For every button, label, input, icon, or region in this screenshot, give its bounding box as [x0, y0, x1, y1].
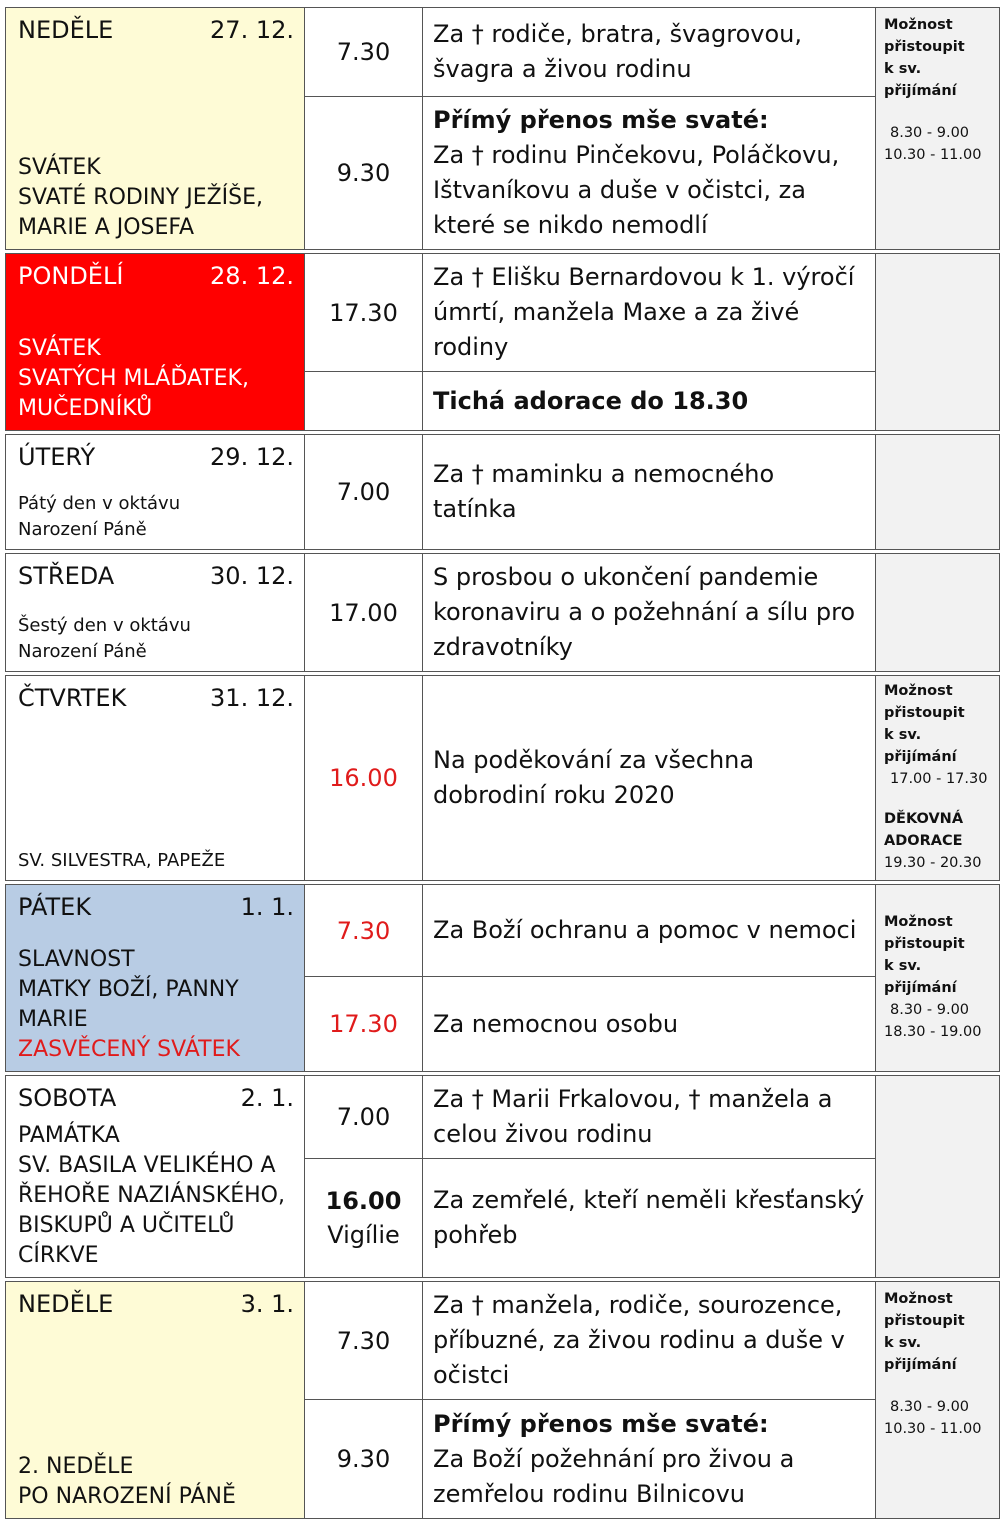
day-name: ÚTERÝ: [18, 443, 96, 471]
day-name: PÁTEK: [18, 893, 92, 921]
mass-intention: Tichá adorace do 18.30: [423, 372, 876, 431]
day-date: 3. 1.: [240, 1290, 294, 1318]
communion-note: Možnost přistoupit k sv. přijímání 17.00 - 17.30 DĚKOVNÁ ADORACE 19.30 - 20.30: [876, 676, 1000, 881]
mass-time: 7.30: [305, 1282, 423, 1400]
mass-time: 9.30: [305, 1400, 423, 1519]
table-row: [6, 254, 1000, 372]
day-cell: [6, 254, 305, 431]
day-date: 27. 12.: [210, 16, 294, 44]
mass-time: 7.30: [305, 8, 423, 97]
mass-time: 16.00 Vigílie: [305, 1159, 423, 1278]
feast-name: SVÁTEK SVATÝCH MLÁĎATEK, MUČEDNÍKŮ: [18, 336, 249, 421]
mass-time: 17.00: [305, 554, 423, 672]
day-name: NEDĚLE: [18, 1290, 114, 1318]
mass-intention: Na poděkování za všechna dobrodiní roku 2020: [423, 676, 876, 881]
mass-time: 7.00: [305, 435, 423, 550]
mass-intention: Za zemřelé, kteří neměli křesťanský pohřeb: [423, 1159, 876, 1278]
day-name: PONDĚLÍ: [18, 262, 124, 290]
day-name: NEDĚLE: [18, 16, 114, 44]
day-date: 29. 12.: [210, 443, 294, 471]
mass-time: 17.30: [305, 977, 423, 1072]
mass-intention: Za nemocnou osobu: [423, 977, 876, 1072]
mass-intention: Za Boží ochranu a pomoc v nemoci: [423, 885, 876, 977]
day-date: 1. 1.: [240, 893, 294, 921]
feast-name: Pátý den v oktávu Narození Páně: [18, 493, 181, 540]
mass-intention: Za † maminku a nemocného tatínka: [423, 435, 876, 550]
communion-note: Možnost přistoupit k sv. přijímání 8.30 - 9.00 10.30 - 11.00: [876, 8, 1000, 250]
mass-intention: Za † Elišku Bernardovou k 1. výročí úmrtí, manžela Maxe a za živé rodiny: [423, 254, 876, 372]
feast-name: Šestý den v oktávu Narození Páně: [18, 615, 191, 662]
communion-note: [876, 435, 1000, 550]
mass-intention: Za † Marii Frkalovou, † manžela a celou živou rodinu: [423, 1076, 876, 1159]
communion-note: [876, 254, 1000, 431]
table-row: [6, 8, 1000, 97]
feast-name: PAMÁTKA SV. BASILA VELIKÉHO A ŘEHOŘE NAZIÁNSKÉHO, BISKUPŮ A UČITELŮ CÍRKVE: [18, 1123, 285, 1268]
communion-note: [876, 1076, 1000, 1278]
day-date: 30. 12.: [210, 562, 294, 590]
day-date: 31. 12.: [210, 684, 294, 712]
mass-schedule-table: [5, 7, 1000, 1519]
table-row: [6, 1076, 1000, 1159]
mass-time: 17.30: [305, 254, 423, 372]
day-name: SOBOTA: [18, 1084, 117, 1112]
day-cell: [6, 1282, 305, 1519]
mass-intention: Za † rodiče, bratra, švagrovou, švagra a živou rodinu: [423, 8, 876, 97]
day-date: 28. 12.: [210, 262, 294, 290]
day-cell: [6, 554, 305, 672]
feast-name: SLAVNOST MATKY BOŽÍ, PANNY MARIE ZASVĚCENÝ SVÁTEK: [18, 947, 240, 1062]
table-row: [6, 1282, 1000, 1400]
mass-intention: Přímý přenos mše svaté: Za Boží požehnání pro živou a zemřelou rodinu Bilnicovu: [423, 1400, 876, 1519]
table-row: [6, 885, 1000, 977]
mass-time: [305, 372, 423, 431]
day-cell: [6, 1076, 305, 1278]
table-row: [6, 676, 1000, 881]
feast-name: SV. SILVESTRA, PAPEŽE: [18, 850, 226, 871]
table-row: [6, 435, 1000, 550]
feast-name: 2. NEDĚLE PO NAROZENÍ PÁNĚ: [18, 1454, 236, 1509]
mass-time: 7.00: [305, 1076, 423, 1159]
mass-time: 16.00: [305, 676, 423, 881]
day-cell: [6, 435, 305, 550]
day-name: STŘEDA: [18, 562, 115, 590]
communion-note: Možnost přistoupit k sv. přijímání 8.30 - 9.00 18.30 - 19.00: [876, 885, 1000, 1072]
day-name: ČTVRTEK: [18, 684, 127, 712]
communion-note: Možnost přistoupit k sv. přijímání 8.30 - 9.00 10.30 - 11.00: [876, 1282, 1000, 1519]
mass-intention: Přímý přenos mše svaté: Za † rodinu Pinčekovu, Poláčkovu, Ištvaníkovu a duše v očistci, za které se nikdo nemodlí: [423, 97, 876, 250]
communion-note: [876, 554, 1000, 672]
mass-time: 9.30: [305, 97, 423, 250]
table-row: [6, 554, 1000, 672]
mass-intention: Za † manžela, rodiče, sourozence, příbuzné, za živou rodinu a duše v očistci: [423, 1282, 876, 1400]
day-cell: [6, 885, 305, 1072]
day-date: 2. 1.: [240, 1084, 294, 1112]
mass-time: 7.30: [305, 885, 423, 977]
day-cell: [6, 8, 305, 250]
mass-intention: S prosbou o ukončení pandemie koronaviru a o požehnání a sílu pro zdravotníky: [423, 554, 876, 672]
day-cell: [6, 676, 305, 881]
feast-name: SVÁTEK SVATÉ RODINY JEŽÍŠE, MARIE A JOSEFA: [18, 155, 264, 240]
